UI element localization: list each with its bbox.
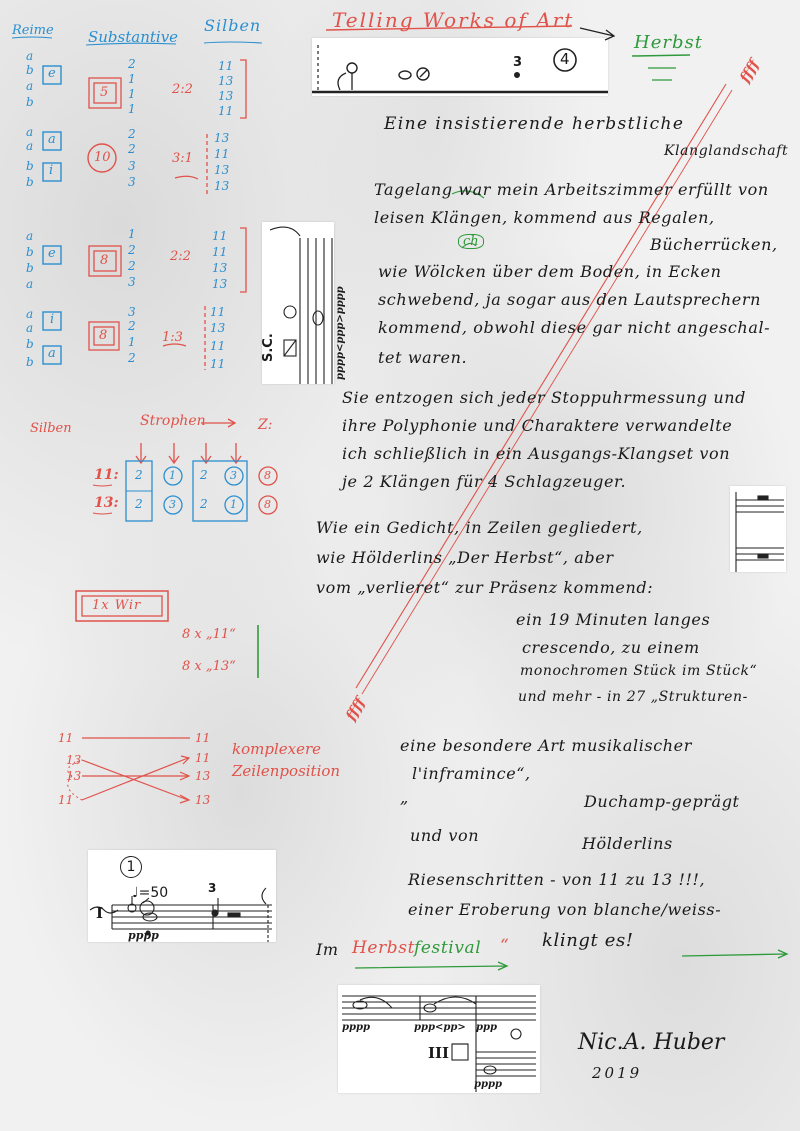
- final-festival-1: Herbst: [352, 938, 416, 958]
- syll-g4-2: 13: [210, 321, 226, 335]
- ratio-g1: 2:2: [172, 82, 193, 97]
- cross-label-2: Zeilenposition: [232, 762, 341, 780]
- signature: Nic.A. Huber: [578, 1030, 725, 1055]
- staff-roman-I: I: [96, 904, 104, 922]
- p1-line-1: Tagelang war mein Arbeitszimmer erfüllt von: [374, 180, 769, 199]
- fff-top: ffff: [737, 57, 763, 86]
- cross-left-4: 11: [58, 793, 74, 807]
- strophen-silben-label: Silben: [30, 421, 72, 436]
- final-suffix: klingt es!: [542, 930, 634, 951]
- syll-g2-4: 13: [214, 179, 230, 193]
- noun-g2-4: 3: [128, 175, 136, 189]
- rhyme-g4-2: a: [26, 321, 34, 335]
- ratio-g3: 2:2: [170, 249, 191, 264]
- syll-g4-1: 11: [210, 305, 226, 319]
- strophen-11-v2: 1: [169, 469, 176, 482]
- p4-line-1: ein 19 Minuten langes: [516, 610, 711, 629]
- cross-label-1: komplexere: [232, 740, 322, 758]
- dynamic-3-bottom-mid: ppp: [476, 1022, 497, 1033]
- wir-line-11: 8 x „11“: [182, 627, 236, 642]
- cross-right-2: 11: [195, 751, 211, 765]
- noun-g1-4: 1: [128, 102, 136, 116]
- p4-line-2: crescendo, zu einem: [522, 638, 700, 657]
- rhyme-g4-4: b: [26, 355, 34, 369]
- p1-line-4: wie Wölcken über dem Boden, in Ecken: [378, 262, 722, 281]
- syll-g2-1: 13: [214, 131, 230, 145]
- final-quote: “: [500, 936, 510, 956]
- strophen-11-total: 8: [264, 469, 271, 482]
- syll-g3-4: 13: [212, 277, 228, 291]
- heading-line-1: Eine insistierende herbstliche: [384, 114, 685, 134]
- syll-g2-2: 11: [214, 147, 230, 161]
- score-number-bottom: 1: [120, 856, 142, 878]
- syll-g3-3: 13: [212, 261, 228, 275]
- strophen-label: Strophen: [140, 413, 206, 429]
- wir-box-label: 1x Wir: [92, 598, 142, 613]
- noun-g2-3: 3: [128, 159, 136, 173]
- strophen-11-v1: 2: [135, 468, 143, 482]
- correction-ch: ch: [458, 234, 484, 249]
- noun-g3-4: 3: [128, 275, 136, 289]
- noun-g1-3: 1: [128, 87, 136, 101]
- final-festival-2: festival: [414, 938, 482, 958]
- rhyme-g2-4: b: [26, 175, 34, 189]
- rhyme-g1-1: a: [26, 49, 34, 63]
- strophen-11-v3: 2: [200, 468, 208, 482]
- cross-left-1: 11: [58, 731, 74, 745]
- p3-line-3: vom „verlieret“ zur Präsenz kommend:: [316, 578, 654, 597]
- side-score-label: S.C.: [261, 333, 276, 362]
- rhyme-g4-3: b: [26, 337, 34, 351]
- header-silben: Silben: [204, 16, 262, 35]
- strophen-z-label: Z:: [258, 417, 273, 433]
- rhyme-g3-4: a: [26, 277, 34, 291]
- rhyme-g2-2: a: [26, 139, 34, 153]
- p2-line-4: je 2 Klängen für 4 Schlagzeuger.: [342, 472, 627, 491]
- noun-g4-4: 2: [128, 351, 136, 365]
- noun-g1-1: 2: [128, 57, 136, 71]
- strophen-13-v1: 2: [135, 497, 143, 511]
- strophen-13-v4: 1: [230, 498, 237, 511]
- noun-g4-2: 2: [128, 319, 136, 333]
- staff-roman-III: III: [428, 1044, 450, 1062]
- rhyme-g4-1: a: [26, 307, 34, 321]
- cross-left-2: 13: [66, 753, 82, 767]
- strophen-13-total: 8: [264, 498, 271, 511]
- strophen-row-11-label: 11:: [94, 467, 119, 483]
- dynamic-2-bottom-mid: ppp<pp>: [414, 1022, 466, 1033]
- strophen-13-v3: 2: [200, 497, 208, 511]
- rhyme-g2-3: b: [26, 159, 34, 173]
- cross-right-4: 13: [195, 793, 211, 807]
- p5-line-5: und von: [410, 826, 480, 845]
- syll-g4-4: 11: [210, 357, 226, 371]
- syll-g2-3: 13: [214, 163, 230, 177]
- vowel-g2-a: a: [48, 132, 56, 147]
- strophen-row-13-label: 13:: [94, 495, 119, 511]
- p4-line-4: und mehr - in 27 „Strukturen-: [518, 689, 748, 705]
- page-title: Telling Works of Art: [332, 8, 575, 32]
- syll-g4-3: 11: [210, 339, 226, 353]
- vowel-g4-b: a: [48, 346, 56, 361]
- p4-line-3: monochromen Stück im Stück“: [520, 663, 758, 679]
- fff-bottom: ffff: [343, 695, 369, 724]
- count-g1: 5: [100, 85, 109, 100]
- p1-line-3: Bücherrücken,: [650, 235, 778, 254]
- p5-line-3: „: [400, 788, 409, 807]
- rhyme-g3-3: b: [26, 261, 34, 275]
- syll-g1-3: 13: [218, 89, 234, 103]
- count-g2: 10: [94, 150, 111, 165]
- p2-line-3: ich schließlich in ein Ausgangs-Klangset von: [342, 444, 731, 463]
- target-label: Herbst: [634, 32, 703, 53]
- syll-g3-2: 11: [212, 245, 228, 259]
- ratio-g4: 1:3: [162, 330, 183, 345]
- wir-line-13: 8 x „13“: [182, 659, 236, 674]
- final-prefix: Im: [316, 940, 339, 959]
- cross-right-1: 11: [195, 731, 211, 745]
- noun-g1-2: 1: [128, 72, 136, 86]
- p1-line-5: schwebend, ja sogar aus den Lautsprechern: [378, 290, 762, 309]
- noun-g3-2: 2: [128, 243, 136, 257]
- signature-year: 2019: [592, 1064, 643, 1082]
- triplet-mark-bottom: 3: [208, 881, 217, 895]
- side-score-dynamic: pppp<ppp>pppp: [335, 286, 346, 380]
- rhyme-g3-2: b: [26, 245, 34, 259]
- p5-line-6: Hölderlins: [582, 834, 673, 853]
- tempo-mark: ♩=50: [132, 885, 169, 901]
- rhyme-g1-4: b: [26, 95, 34, 109]
- header-reime: Reime: [12, 23, 54, 38]
- score-number-top: 4: [560, 50, 570, 68]
- count-g4: 8: [99, 328, 108, 343]
- p1-line-2: leisen Klängen, kommend aus Regalen,: [374, 208, 715, 227]
- p5-line-8: einer Eroberung von blanche/weiss-: [408, 900, 722, 919]
- p3-line-1: Wie ein Gedicht, in Zeilen gegliedert,: [316, 518, 643, 537]
- p5-line-1: eine besondere Art musikalischer: [400, 736, 693, 755]
- syll-g1-2: 13: [218, 74, 234, 88]
- noun-g3-1: 1: [128, 227, 136, 241]
- p1-line-7: tet waren.: [378, 348, 468, 367]
- syll-g1-4: 11: [218, 104, 234, 118]
- strophen-13-v2: 3: [169, 498, 176, 511]
- header-substantive: Substantive: [88, 28, 179, 46]
- p3-line-2: wie Hölderlins „Der Herbst“, aber: [316, 548, 614, 567]
- vowel-g1: e: [48, 66, 56, 81]
- p2-line-1: Sie entzogen sich jeder Stoppuhrmessung und: [342, 388, 746, 407]
- p5-line-7: Riesenschritten - von 11 zu 13 !!!,: [408, 870, 706, 889]
- p5-line-2: l'inframince“,: [412, 764, 531, 783]
- p5-line-4: Duchamp-geprägt: [584, 792, 740, 811]
- count-g3: 8: [100, 253, 109, 268]
- noun-g3-3: 2: [128, 259, 136, 273]
- rhyme-g2-1: a: [26, 125, 34, 139]
- p2-line-2: ihre Polyphonie und Charaktere verwandelte: [342, 416, 733, 435]
- syll-g3-1: 11: [212, 229, 228, 243]
- noun-g4-3: 1: [128, 335, 136, 349]
- ratio-g2: 3:1: [172, 151, 193, 166]
- syll-g1-1: 11: [218, 59, 234, 73]
- strophen-11-v4: 3: [230, 469, 237, 482]
- vowel-g3: e: [48, 246, 56, 261]
- dynamic-4-bottom-mid: pppp: [474, 1079, 502, 1090]
- cross-left-3: 13: [66, 769, 82, 783]
- dynamic-1-bottom-mid: pppp: [342, 1022, 370, 1033]
- noun-g2-2: 2: [128, 142, 136, 156]
- vowel-g4-a: i: [50, 312, 55, 327]
- rhyme-g1-2: b: [26, 63, 34, 77]
- cross-right-3: 13: [195, 769, 211, 783]
- dynamic-pppp-bottom-left: pppp: [128, 929, 159, 942]
- vowel-g2-b: i: [49, 163, 54, 178]
- noun-g2-1: 2: [128, 127, 136, 141]
- rhyme-g1-3: a: [26, 79, 34, 93]
- heading-line-2: Klanglandschaft: [664, 143, 789, 159]
- triplet-mark-top: 3: [513, 55, 523, 70]
- rhyme-g3-1: a: [26, 229, 34, 243]
- noun-g4-1: 3: [128, 305, 136, 319]
- p1-line-6: kommend, obwohl diese gar nicht angeschal-: [378, 318, 771, 337]
